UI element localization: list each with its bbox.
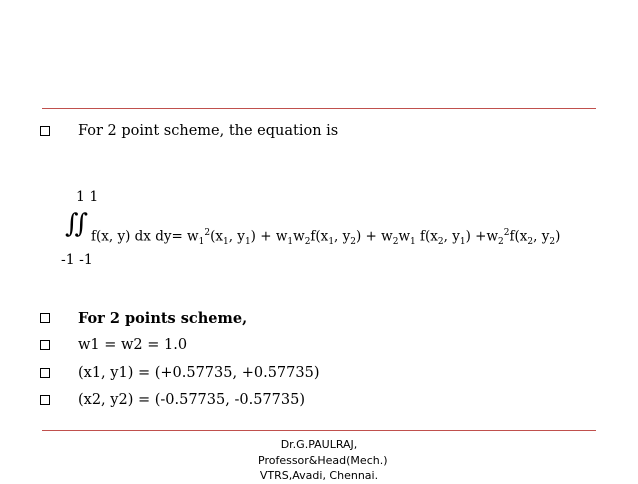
footer-line: VTRS,Avadi, Chennai. — [259, 469, 379, 482]
author-footer — [258, 437, 388, 484]
point2-text: (x2, y2) = (-0.57735, -0.57735) — [78, 392, 305, 408]
point1-text: (x1, y1) = (+0.57735, +0.57735) — [78, 365, 320, 381]
weights-text: w1 = w2 = 1.0 — [78, 337, 188, 353]
bottom-divider — [42, 430, 596, 431]
footer-line: Dr.G.PAULRAJ, — [280, 438, 358, 451]
top-divider — [42, 108, 596, 109]
intro-text: For 2 point scheme, the equation is — [78, 123, 339, 139]
equation: f(x, y) dx $dy= w_1^2(x_1$, $y_1) + w_1w_2f(x_1$, $y_2) + w_2w_1$ $f(x_2$, $y_1) +w_2^2f(x_2$, $y_2$) — [91, 228, 561, 248]
bullet-square-icon — [40, 368, 50, 378]
lower-limits: -1 -1 — [61, 252, 93, 268]
bullet-square-icon — [40, 340, 50, 350]
footer-line: Professor&Head(Mech.) — [258, 453, 388, 467]
bullet-square-icon — [40, 126, 50, 136]
scheme-heading: For 2 points scheme, — [78, 310, 248, 327]
double-integral-symbol: ∫∫ — [65, 209, 85, 239]
upper-limits: 1 1 — [76, 189, 99, 205]
bullet-square-icon — [40, 313, 50, 323]
bullet-square-icon — [40, 395, 50, 405]
